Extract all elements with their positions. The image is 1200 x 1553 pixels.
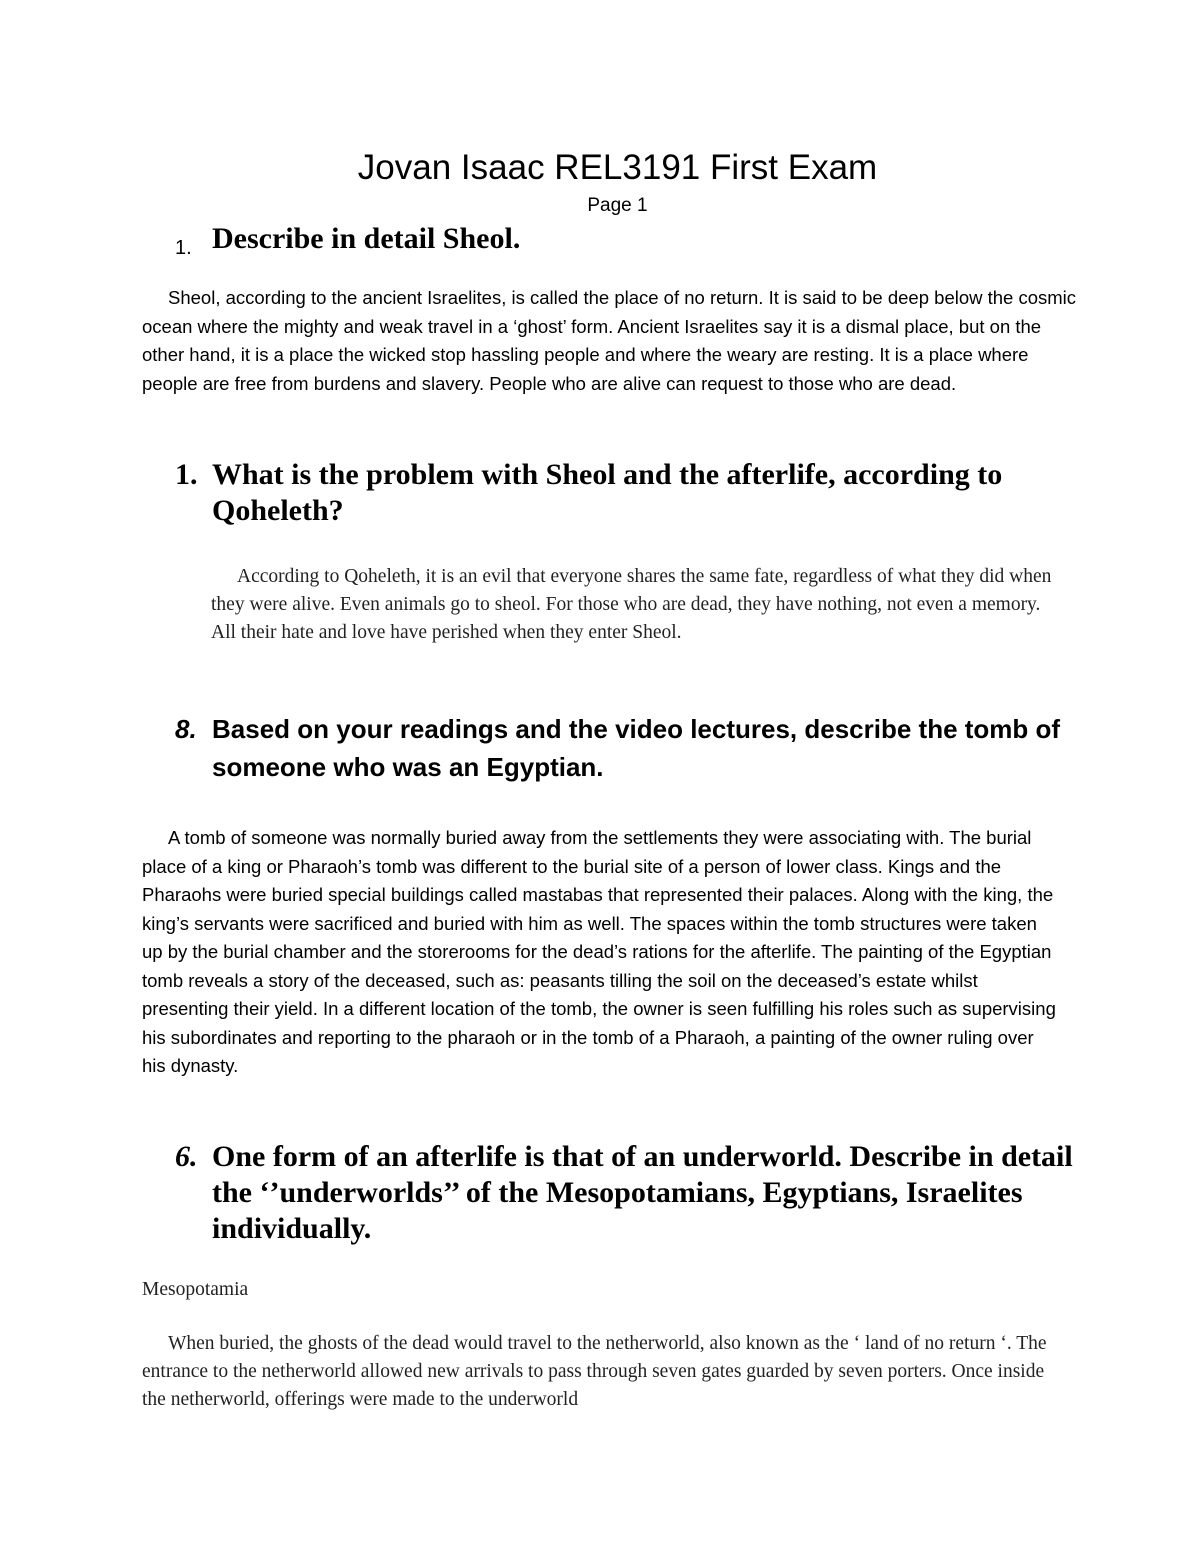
question-heading	[175, 457, 1075, 529]
question-text: What is the problem with Sheol and the afterlife, according to Qoheleth?	[212, 458, 1003, 527]
page-number: Page 1	[587, 195, 648, 216]
question-number: 8.	[175, 714, 197, 744]
question-heading	[175, 1139, 1075, 1247]
question-heading	[175, 221, 1075, 257]
document-title: Jovan Isaac REL3191 First Exam	[357, 148, 878, 187]
answer-paragraph: When buried, the ghosts of the dead would travel to the netherworld, also known as the ‘ land of no return ‘. The entrance to the netherworld allowed new arrivals to pass through seven gates guarded by seven porters. Once inside the netherworld, offerings were made to the underworld	[142, 1333, 1047, 1410]
answer-paragraph: A tomb of someone was normally buried away from the settlements they were associating with. The burial place of a king or Pharaoh’s tomb was different to the burial site of a person of lower class. Kings and the Pharaohs were buried special buildings called mastabas that represented their palaces. Along with the king, the king’s servants were sacrificed and buried with him as well. The spaces within the tomb structures were taken up by the burial chamber and the storerooms for the dead’s rations for the afterlife. The painting of the Egyptian tomb reveals a story of the deceased, such as: peasants tilling the soil on the deceased’s estate whilst presenting their yield. In a different location of the tomb, the owner is seen fulfilling his roles such as supervising his subordinates and reporting to the pharaoh or in the tomb of a Pharaoh, a painting of the owner ruling over his dynasty.	[142, 827, 1056, 1076]
answer-paragraph: Sheol, according to the ancient Israelites, is called the place of no return. It is said to be deep below the cosmic ocean where the mighty and weak travel in a ‘ghost’ form. Ancient Israelites say it is a dismal place, but on the other hand, it is a place the wicked stop hassling people and where the weary are resting. It is a place where people are free from burdens and slavery. People who are alive can request to those who are dead.	[142, 287, 1077, 394]
question-number: 1.	[175, 458, 198, 491]
question-text: Describe in detail Sheol.	[212, 222, 521, 255]
question-text: Based on your readings and the video lectures, describe the tomb of someone who was an Egyptian.	[212, 714, 1061, 782]
question-heading	[175, 710, 1075, 786]
question-number: 1.	[175, 237, 192, 259]
answer-paragraph: According to Qoheleth, it is an evil that everyone shares the same fate, regardless of what they did when they were alive. Even animals go to sheol. For those who are dead, they have nothing, not even a memory. All their hate and love have perished when they enter Sheol.	[211, 566, 1052, 643]
question-text: One form of an afterlife is that of an underworld. Describe in detail the ‘’underworlds’’ of the Mesopotamians, Egyptians, Israelites individually.	[212, 1140, 1073, 1245]
question-number: 6.	[175, 1140, 198, 1173]
subheading: Mesopotamia	[142, 1279, 249, 1300]
